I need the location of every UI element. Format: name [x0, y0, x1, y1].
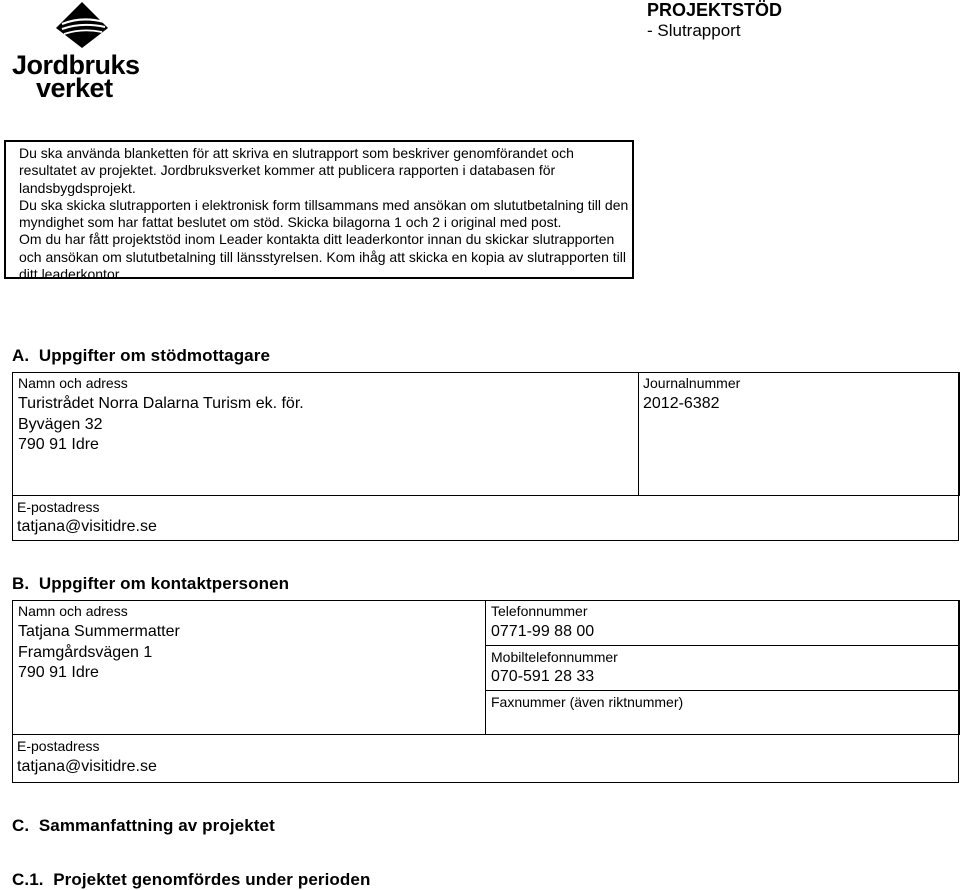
fax-label: Faxnummer (även riktnummer): [491, 694, 684, 710]
contact-street-value: Framgårdsvägen 1: [18, 643, 153, 661]
phone-field[interactable]: [485, 600, 960, 646]
recipient-email-value: tatjana@visitidre.se: [17, 518, 157, 535]
instructions-paragraph-1: Du ska använda blanketten för att skriva en slutrapport som beskriver genomförandet och resultatet av projektet. Jordbruksverket kommer att publicera rapporten i databasen för landsbygdsprojekt.: [19, 145, 574, 196]
jordbruksverket-logo: [12, 2, 138, 102]
recipient-name-value: Turistrådet Norra Dalarna Turism ek. för.: [18, 395, 304, 412]
mobile-value: 070-591 28 33: [491, 668, 595, 685]
contact-name-label: Namn och adress: [18, 603, 128, 619]
recipient-street-value: Byvägen 32: [18, 415, 103, 433]
instructions-paragraph-2: Du ska skicka slutrapporten i elektronisk form tillsammans med ansökan om slututbetalning till den myndighet som har fattat beslutet om stöd. Skicka bilagorna 1 och 2 i original med post.: [19, 196, 629, 231]
logo-line-1: Jordbruks: [12, 50, 140, 80]
contact-email-value: tatjana@visitidre.se: [17, 758, 157, 775]
mobile-label: Mobiltelefonnummer: [491, 649, 618, 665]
phone-label: Telefonnummer: [491, 603, 588, 619]
contact-email-field[interactable]: [13, 735, 958, 782]
fax-field[interactable]: [485, 690, 960, 735]
form-subtitle: - Slutrapport: [647, 21, 741, 40]
instructions-paragraph-3: Om du har fått projektstöd inom Leader kontakta ditt leaderkontor innan du skickar slutrapporten och ansökan om slututbetalning till länsstyrelsen. Kom ihåg att skicka en kopia av slutrapporten till ditt leaderkontor.: [19, 231, 626, 283]
section-c-heading: C. Sammanfattning av projektet: [12, 816, 275, 835]
mobile-field[interactable]: [485, 645, 960, 691]
section-b-heading: B. Uppgifter om kontaktpersonen: [12, 574, 290, 593]
logo-diamond-icon: [12, 2, 138, 54]
logo-line-2: verket: [36, 73, 113, 103]
instructions-box: [4, 140, 634, 283]
recipient-postal-value: 790 91 Idre: [18, 436, 99, 453]
section-b-form: [12, 600, 959, 783]
contact-name-value: Tatjana Summermatter: [18, 623, 180, 640]
recipient-email-field[interactable]: [13, 496, 958, 540]
contact-email-label: E-postadress: [17, 738, 100, 754]
section-a-form: [12, 372, 959, 541]
phone-value: 0771-99 88 00: [491, 623, 595, 640]
recipient-email-label: E-postadress: [17, 499, 100, 515]
journal-number-field[interactable]: [638, 372, 960, 496]
form-title: PROJEKTSTÖD: [647, 0, 783, 20]
contact-postal-value: 790 91 Idre: [18, 664, 99, 681]
journal-number-value: 2012-6382: [643, 395, 720, 412]
section-a-heading: A. Uppgifter om stödmottagare: [12, 346, 271, 365]
contact-name-field[interactable]: [12, 600, 486, 735]
logo-wordmark: [12, 50, 140, 103]
recipient-name-label: Namn och adress: [18, 375, 128, 391]
recipient-name-field[interactable]: [12, 372, 639, 496]
section-c1-heading: C.1. Projektet genomfördes under perioden: [12, 870, 371, 889]
journal-number-label: Journalnummer: [643, 375, 741, 391]
